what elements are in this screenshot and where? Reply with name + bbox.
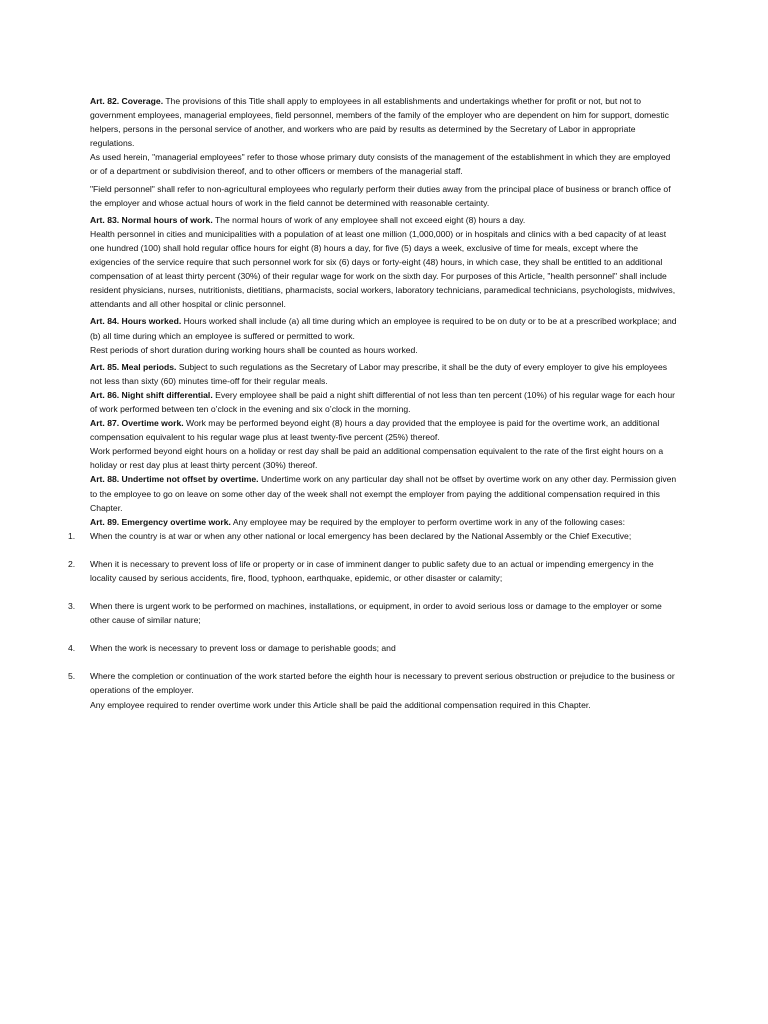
art-85-paragraph bbox=[90, 360, 678, 388]
art-82-title: Art. 82. Coverage. bbox=[90, 96, 164, 106]
art-85-title: Art. 85. Meal periods. bbox=[90, 361, 177, 372]
art-82-managerial-definition: As used herein, "managerial employees" refer to those whose primary duty consists of the management of the establishment in which they are employed or of a department or subdivision thereof, and to other officers or members of the managerial staff. bbox=[90, 152, 671, 177]
list-item-number: 2. bbox=[68, 558, 76, 569]
list-item-number: 5. bbox=[68, 671, 76, 682]
art-89-closing: Any employee required to render overtime work under this Article shall be paid the additional compensation required in this Chapter. bbox=[90, 699, 591, 710]
list-item-number: 3. bbox=[68, 601, 76, 612]
list-item-text: When the country is at war or when any other national or local emergency has been declared by the National Assembly or the Chief Executive; bbox=[90, 530, 632, 541]
list-item-number: 1. bbox=[68, 530, 76, 541]
art-89-title: Art. 89. Emergency overtime work. bbox=[90, 516, 231, 527]
art-86-text: Every employee shall be paid a night shift differential of not less than ten percent (10%) of his regular wage for each hour of work performed between ten o’clock in the evening and six o’clock in the morning. bbox=[90, 389, 675, 414]
art-84-paragraph bbox=[90, 314, 678, 342]
document-body bbox=[68, 94, 678, 712]
list-item-text: Where the completion or continuation of the work started before the eighth hour is necessary to prevent serious obstruction or prejudice to the business or operations of the employer. bbox=[90, 671, 675, 696]
art-83-title: Art. 83. Normal hours of work. bbox=[90, 214, 213, 225]
art-86-paragraph bbox=[90, 388, 678, 416]
list-item-number: 4. bbox=[68, 643, 76, 654]
art-89-paragraph bbox=[90, 515, 678, 529]
art-88-title: Art. 88. Undertime not offset by overtime. bbox=[90, 474, 259, 485]
art-87-text: Work may be performed beyond eight (8) hours a day provided that the employee is paid for the overtime work, an additional compensation equivalent to his regular wage plus at least twenty-five percent (25%) thereof. bbox=[90, 418, 660, 443]
art-87-paragraph bbox=[90, 416, 678, 444]
art-89-text: Any employee may be required by the employer to perform overtime work in any of the following cases: bbox=[232, 516, 625, 527]
art-88-text: Undertime work on any particular day shall not be offset by overtime work on any other day. Permission given to the employee to go on leave on some other day of the week shall not exempt the employer from paying the additional compensation required in this Chapter. bbox=[90, 474, 677, 513]
art-82-field-personnel-definition: "Field personnel" shall refer to non-agricultural employees who regularly perform their duties away from the principal place of business or branch office of the employer and whose actual hours of work in the field cannot be determined with reasonable certainty. bbox=[90, 183, 671, 208]
art-84-text: Hours worked shall include (a) all time during which an employee is required to be on duty or to be at a prescribed workplace; and (b) all time during which an employee is suffered or permitted to work. bbox=[90, 316, 677, 341]
list-item-text: When the work is necessary to prevent loss or damage to perishable goods; and bbox=[90, 643, 396, 654]
art-86-title: Art. 86. Night shift differential. bbox=[90, 389, 213, 400]
list-item bbox=[68, 669, 678, 711]
art-88-paragraph bbox=[90, 472, 678, 514]
art-84-title: Art. 84. Hours worked. bbox=[90, 316, 182, 327]
art-83-paragraph bbox=[90, 213, 678, 227]
art-83-text: The normal hours of work of any employee shall not exceed eight (8) hours a day. bbox=[214, 214, 526, 225]
art-85-text: Subject to such regulations as the Secretary of Labor may prescribe, it shall be the duty of every employer to give his employees not less than sixty (60) minutes time-off for their regular meals. bbox=[90, 361, 668, 386]
art-83-health-personnel: Health personnel in cities and municipalities with a population of at least one million (1,000,000) or in hospitals and clinics with a bed capacity of at least one hundred (100) shall hold regular office hours for eight (8) hours a day, for five (5) days a week, exclusive of time for meals, except where the exigencies of the service require that such personnel work for six (6) days or forty-eight (48) hours, in which case, they shall be entitled to an additional compensation of at least thirty percent (30%) of their regular wage for work on the sixth day. For purposes of this Article, "health personnel" shall include resident physicians, nurses, nutritionists, dietitians, pharmacists, social workers, laboratory technicians, paramedical technicians, psychologists, midwives, attendants and all other hospital or clinic personnel. bbox=[90, 228, 676, 310]
art-87-title: Art. 87. Overtime work. bbox=[90, 418, 184, 429]
art-82-text: The provisions of this Title shall apply to employees in all establishments and undertakings whether for profit or not, but not to government employees, managerial employees, field personnel, members of the family of the employer who are dependent on him for support, domestic helpers, persons in the personal service of another, and workers who are paid by results as determined by the Secretary of Labor in appropriate regulations. bbox=[90, 96, 669, 149]
list-item bbox=[68, 529, 678, 543]
emergency-cases-list bbox=[68, 529, 678, 712]
list-item bbox=[68, 599, 678, 627]
list-item-text: When there is urgent work to be performed on machines, installations, or equipment, in order to avoid serious loss or damage to the employer or some other cause of similar nature; bbox=[90, 601, 662, 626]
list-item-text: When it is necessary to prevent loss of life or property or in case of imminent danger to public safety due to an actual or impending emergency in the locality caused by serious accidents, fire, flood, typhoon, earthquake, epidemic, or other disaster or calamity; bbox=[90, 558, 654, 583]
list-item bbox=[68, 557, 678, 585]
list-item bbox=[68, 641, 678, 655]
art-82-paragraph bbox=[90, 94, 678, 150]
art-87-holiday-rate: Work performed beyond eight hours on a holiday or rest day shall be paid an additional compensation equivalent to the rate of the first eight hours on a holiday or rest day plus at least thirty percent (30%) thereof. bbox=[90, 446, 664, 471]
art-84-rest-periods: Rest periods of short duration during working hours shall be counted as hours worked. bbox=[90, 344, 418, 355]
